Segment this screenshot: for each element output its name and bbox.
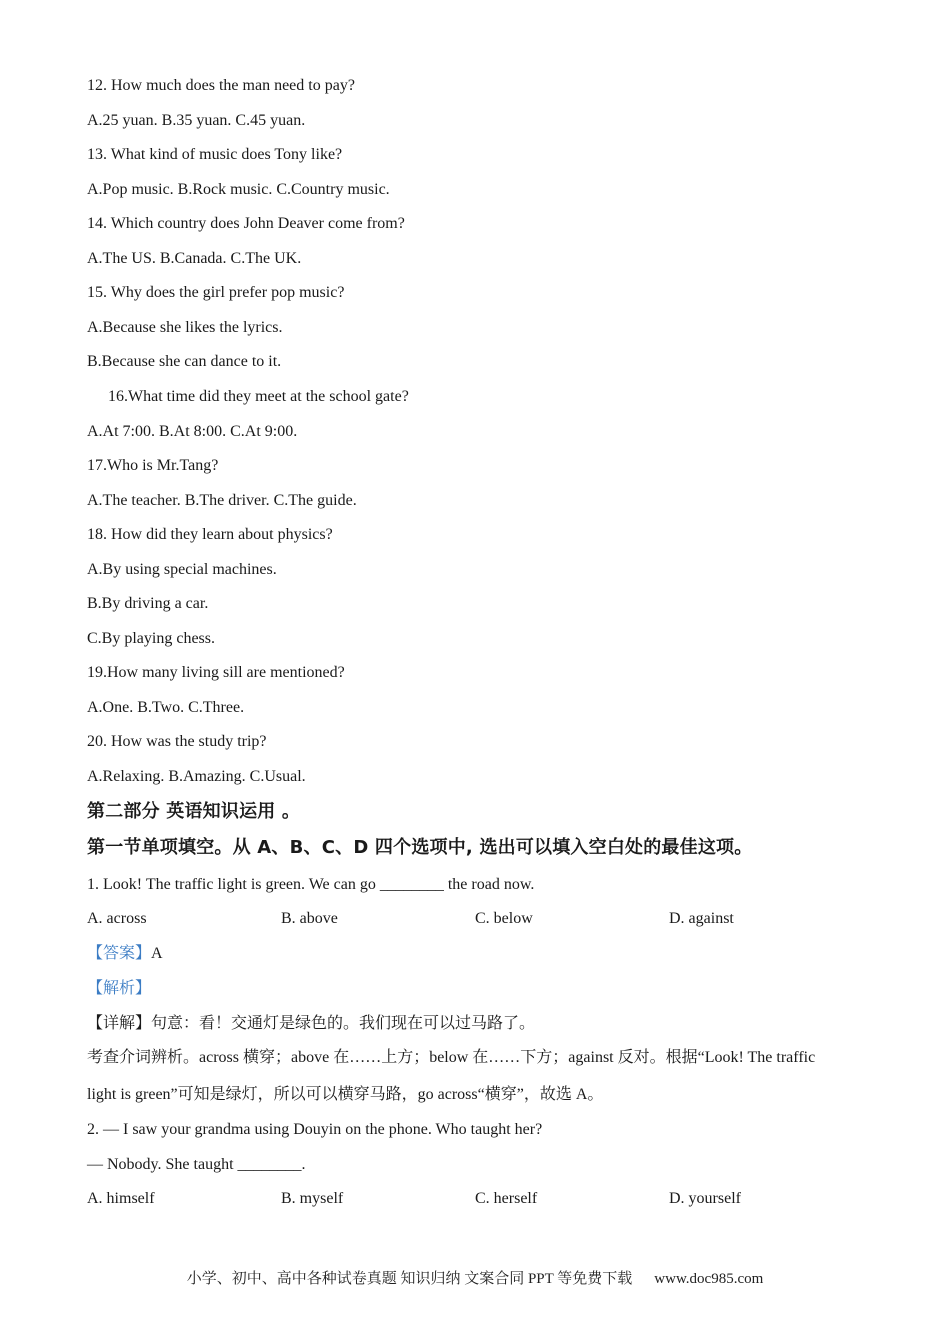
question-14: 14. Which country does John Deaver come from? [87, 215, 405, 232]
answer-value: A [151, 945, 163, 962]
q1-option-a: A. across [87, 910, 147, 927]
question-15-option-a: A.Because she likes the lyrics. [87, 319, 283, 336]
question-19-options: A.One. B.Two. C.Three. [87, 699, 245, 716]
question-18-option-c: C.By playing chess. [87, 630, 215, 647]
question-16-options: A.At 7:00. B.At 8:00. C.At 9:00. [87, 423, 298, 440]
question-20-options: A.Relaxing. B.Amazing. C.Usual. [87, 768, 306, 785]
question-12: 12. How much does the man need to pay? [87, 77, 355, 94]
q1-detail-translation: 【详解】句意：看！交通灯是绿色的。我们现在可以过马路了。 [87, 1015, 536, 1032]
question-17-options: A.The teacher. B.The driver. C.The guide. [87, 492, 357, 509]
question-18-option-b: B.By driving a car. [87, 595, 209, 612]
q1-option-d: D. against [669, 910, 734, 927]
question-19: 19.How many living sill are mentioned? [87, 664, 345, 681]
q2-option-d: D. yourself [669, 1190, 741, 1207]
q1-option-c: C. below [475, 910, 533, 927]
footer-url[interactable]: www.doc985.com [654, 1271, 764, 1287]
question-15-option-b: B.Because she can dance to it. [87, 353, 282, 370]
question-13-options: A.Pop music. B.Rock music. C.Country music. [87, 181, 390, 198]
q2-option-b: B. myself [281, 1190, 344, 1207]
part-two-title: 第二部分 英语知识运用 。 [87, 801, 301, 822]
question-15: 15. Why does the girl prefer pop music? [87, 284, 345, 301]
q1-question: 1. Look! The traffic light is green. We can go ________ the road now. [87, 876, 535, 893]
q2-option-c: C. herself [475, 1190, 538, 1207]
question-18-option-a: A.By using special machines. [87, 561, 277, 578]
question-17: 17.Who is Mr.Tang? [87, 457, 219, 474]
section-one-title: 第一节单项填空。从 A、B、C、D 四个选项中, 选出可以填入空白处的最佳这项。 [87, 837, 753, 858]
question-12-options: A.25 yuan. B.35 yuan. C.45 yuan. [87, 112, 306, 129]
footer-text: 小学、初中、高中各种试卷真题 知识归纳 文案合同 PPT 等免费下载 [186, 1271, 633, 1287]
q1-detail-conclusion: light is green”可知是绿灯，所以可以横穿马路，go across“横穿”，故选 A。 [87, 1086, 604, 1103]
question-20: 20. How was the study trip? [87, 733, 267, 750]
question-13: 13. What kind of music does Tony like? [87, 146, 343, 163]
question-18: 18. How did they learn about physics? [87, 526, 333, 543]
q1-detail-explanation: 考查介词辨析。across 横穿；above 在……上方；below 在……下方；against 反对。根据“Look! The traffic [87, 1049, 816, 1066]
q1-answer-line [87, 944, 163, 964]
q2-line-1: 2. — I saw your grandma using Douyin on the phone. Who taught her? [87, 1121, 543, 1138]
q2-line-2: — Nobody. She taught ________. [87, 1156, 306, 1173]
question-14-options: A.The US. B.Canada. C.The UK. [87, 250, 302, 267]
question-16: 16.What time did they meet at the school gate? [108, 388, 409, 405]
q1-option-b: B. above [281, 910, 338, 927]
analysis-tag: 【解析】 [87, 980, 152, 997]
q2-option-a: A. himself [87, 1190, 155, 1207]
page-footer [0, 1269, 950, 1289]
answer-tag: 【答案】 [87, 945, 152, 962]
